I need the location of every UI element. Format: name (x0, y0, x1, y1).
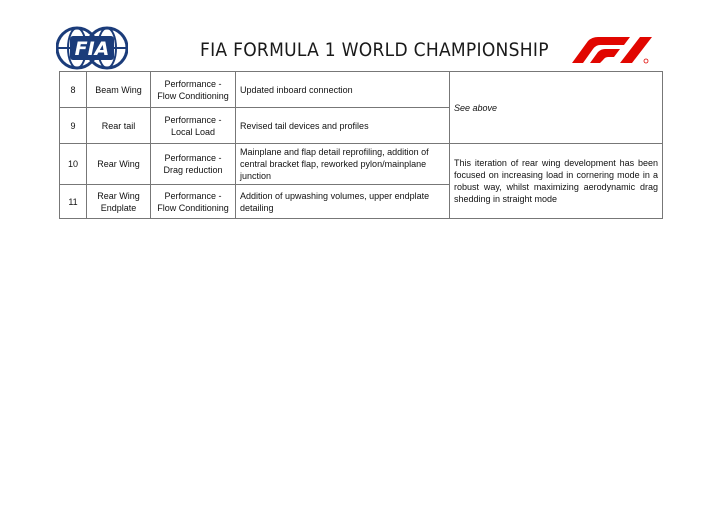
category: Performance - Flow Conditioning (151, 72, 236, 108)
category: Performance - Drag reduction (151, 144, 236, 185)
page-header (0, 0, 720, 72)
description: Addition of upwashing volumes, upper endplate detailing (236, 185, 450, 219)
document-title: FIA FORMULA 1 WORLD CHAMPIONSHIP (200, 39, 549, 61)
row-number: 10 (60, 144, 87, 185)
notes-cell: See above (450, 72, 663, 144)
description: Revised tail devices and profiles (236, 108, 450, 144)
category: Performance - Flow Conditioning (151, 185, 236, 219)
row-number: 11 (60, 185, 87, 219)
svg-text:FIA: FIA (74, 38, 110, 60)
component-name: Rear Wing (87, 144, 151, 185)
description: Updated inboard connection (236, 72, 450, 108)
table-row (60, 144, 663, 185)
component-name: Rear tail (87, 108, 151, 144)
table-row (60, 72, 663, 108)
component-name: Rear Wing Endplate (87, 185, 151, 219)
row-number: 9 (60, 108, 87, 144)
upgrade-table (59, 71, 663, 219)
fia-logo-icon (56, 22, 128, 74)
f1-logo-icon (562, 35, 662, 65)
description: Mainplane and flap detail reprofiling, addition of central bracket flap, reworked pylon/mainplane junction (236, 144, 450, 185)
notes-cell: This iteration of rear wing development has been focused on increasing load in cornering mode in a robust way, whilst maximizing aerodynamic drag shedding in straight mode (450, 144, 663, 219)
component-name: Beam Wing (87, 72, 151, 108)
category: Performance - Local Load (151, 108, 236, 144)
row-number: 8 (60, 72, 87, 108)
